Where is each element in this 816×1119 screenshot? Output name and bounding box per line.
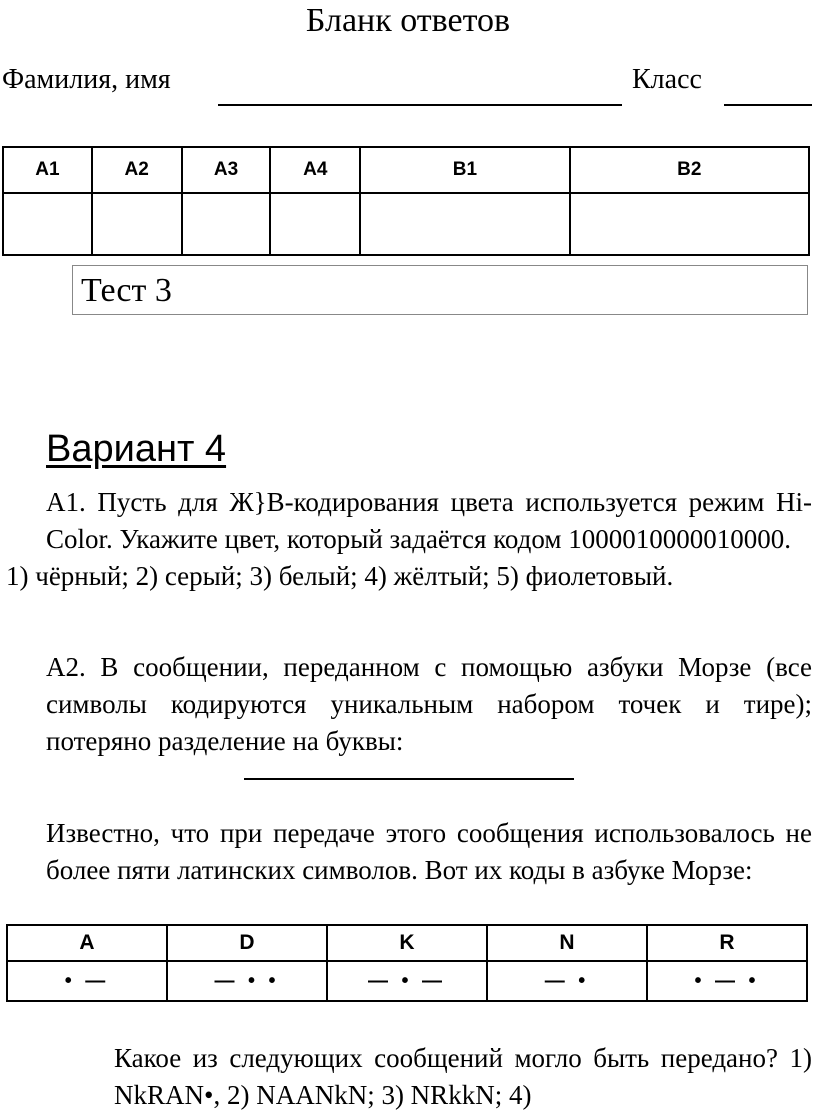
answer-col-a2: A2 bbox=[92, 147, 182, 193]
morse-code: • — bbox=[7, 961, 167, 1001]
morse-code: • — • bbox=[647, 961, 807, 1001]
test-label: Тест 3 bbox=[72, 265, 808, 315]
message-blank-line bbox=[244, 778, 574, 780]
page-title: Бланк ответов bbox=[305, 2, 511, 39]
answer-col-b2: B2 bbox=[570, 147, 809, 193]
morse-codes-row bbox=[7, 961, 807, 1001]
name-input-line[interactable] bbox=[218, 104, 622, 106]
answer-col-b1: B1 bbox=[360, 147, 569, 193]
morse-letters-row bbox=[7, 925, 807, 961]
class-label: Класс bbox=[632, 64, 702, 95]
morse-code: — • bbox=[487, 961, 647, 1001]
question-a1 bbox=[6, 484, 812, 595]
name-label: Фамилия, имя bbox=[2, 64, 171, 95]
morse-letter: N bbox=[487, 925, 647, 961]
answer-cell-a1[interactable] bbox=[3, 193, 92, 255]
question-a2-prompt: Какое из следующих сообщений могло быть передано? 1) NkRAN•, 2) NAANkN; 3) NRkkN; 4) bbox=[114, 1043, 812, 1110]
question-a1-options: 1) чёрный; 2) серый; 3) белый; 4) жёлтый; 5) фиолетовый. bbox=[6, 561, 674, 591]
answer-table-row bbox=[3, 193, 809, 255]
answer-table bbox=[2, 146, 810, 256]
morse-letter: R bbox=[647, 925, 807, 961]
morse-letter: K bbox=[327, 925, 487, 961]
variant-title: Вариант 4 bbox=[46, 428, 227, 470]
morse-code: — • — bbox=[327, 961, 487, 1001]
question-a2-known-text: Известно, что при передаче этого сообщения использовалось не более пяти латинских символов. Вот их коды в азбуке Морзе: bbox=[46, 818, 812, 885]
answer-col-a4: A4 bbox=[270, 147, 360, 193]
morse-letter: D bbox=[167, 925, 327, 961]
morse-letter: A bbox=[7, 925, 167, 961]
morse-table bbox=[6, 924, 808, 1002]
morse-code: — • • bbox=[167, 961, 327, 1001]
answer-col-a1: A1 bbox=[3, 147, 92, 193]
question-a1-text: А1. Пусть для Ж}В-кодирования цвета используется режим Hi-Color. Укажите цвет, который задаётся кодом 1000010000010000. bbox=[46, 487, 812, 554]
answer-table-header bbox=[3, 147, 809, 193]
answer-cell-a2[interactable] bbox=[92, 193, 182, 255]
class-input-line[interactable] bbox=[724, 104, 812, 106]
question-a2-text: А2. В сообщении, переданном с помощью азбуки Морзе (все символы кодируются уникальным набором точек и тире); потеряно разделение на буквы: bbox=[46, 652, 812, 756]
answer-cell-b2[interactable] bbox=[570, 193, 809, 255]
answer-cell-a3[interactable] bbox=[182, 193, 271, 255]
question-a2 bbox=[6, 649, 812, 760]
answer-cell-b1[interactable] bbox=[360, 193, 569, 255]
answer-cell-a4[interactable] bbox=[270, 193, 360, 255]
answer-col-a3: A3 bbox=[182, 147, 271, 193]
question-a2-known bbox=[6, 815, 812, 889]
